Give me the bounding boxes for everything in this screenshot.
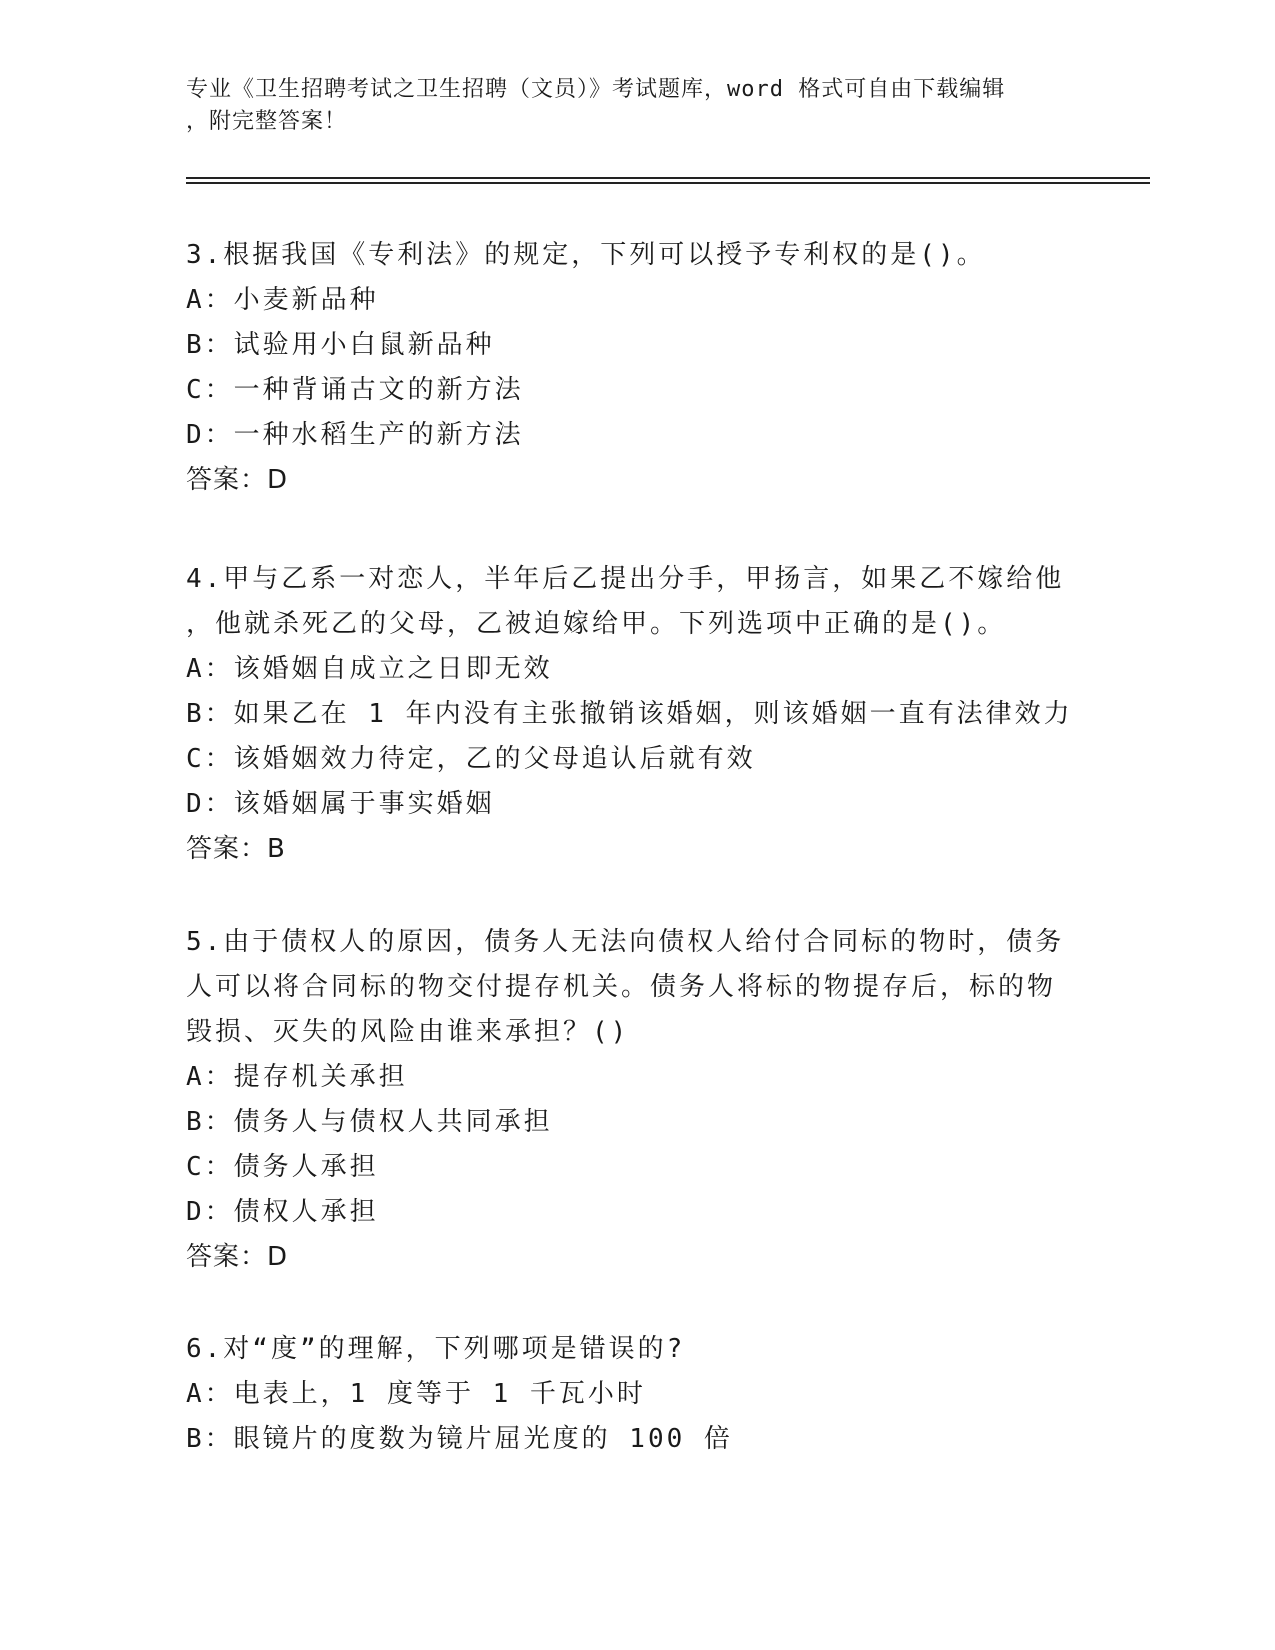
option-b: B：债务人与债权人共同承担 bbox=[186, 1107, 553, 1137]
answer: 答案：B bbox=[186, 834, 286, 864]
question-4 bbox=[186, 557, 1086, 872]
option-a: A：小麦新品种 bbox=[186, 285, 379, 315]
option-c: C：债务人承担 bbox=[186, 1152, 379, 1182]
document-header bbox=[186, 74, 1086, 138]
header-divider-bottom bbox=[186, 182, 1150, 184]
option-a: A：提存机关承担 bbox=[186, 1062, 408, 1092]
header-line-1: 专业《卫生招聘考试之卫生招聘（文员）》考试题库，word 格式可自由下载编辑 bbox=[186, 77, 1006, 102]
question-3 bbox=[186, 233, 1086, 503]
option-d: D：一种水稻生产的新方法 bbox=[186, 420, 524, 450]
question-stem-line-2: 人可以将合同标的物交付提存机关。债务人将标的物提存后，标的物 bbox=[186, 972, 1057, 1002]
header-divider-top bbox=[186, 177, 1150, 179]
answer: 答案：D bbox=[186, 1242, 289, 1272]
question-5 bbox=[186, 920, 1086, 1280]
option-c: C：一种背诵古文的新方法 bbox=[186, 375, 524, 405]
option-c: C：该婚姻效力待定，乙的父母追认后就有效 bbox=[186, 744, 756, 774]
option-b: B：眼镜片的度数为镜片屈光度的 100 倍 bbox=[186, 1424, 733, 1454]
question-stem: 6.对“度”的理解，下列哪项是错误的? bbox=[186, 1334, 686, 1364]
option-d: D：债权人承担 bbox=[186, 1197, 379, 1227]
question-stem-line-1: 4.甲与乙系一对恋人，半年后乙提出分手，甲扬言，如果乙不嫁给他 bbox=[186, 564, 1065, 594]
answer: 答案：D bbox=[186, 465, 289, 495]
option-a: A：电表上，1 度等于 1 千瓦小时 bbox=[186, 1379, 646, 1409]
header-line-2: ，附完整答案！ bbox=[186, 109, 348, 134]
question-stem: 3.根据我国《专利法》的规定，下列可以授予专利权的是()。 bbox=[186, 240, 986, 270]
question-stem-line-2: ，他就杀死乙的父母，乙被迫嫁给甲。下列选项中正确的是()。 bbox=[186, 609, 1007, 639]
option-a: A：该婚姻自成立之日即无效 bbox=[186, 654, 553, 684]
question-6 bbox=[186, 1327, 1086, 1462]
question-stem-line-3: 毁损、灭失的风险由谁来承担？() bbox=[186, 1017, 630, 1047]
option-b: B：试验用小白鼠新品种 bbox=[186, 330, 495, 360]
option-d: D：该婚姻属于事实婚姻 bbox=[186, 789, 495, 819]
option-b: B：如果乙在 1 年内没有主张撤销该婚姻，则该婚姻一直有法律效力 bbox=[186, 699, 1073, 729]
question-stem-line-1: 5.由于债权人的原因，债务人无法向债权人给付合同标的物时，债务 bbox=[186, 927, 1065, 957]
